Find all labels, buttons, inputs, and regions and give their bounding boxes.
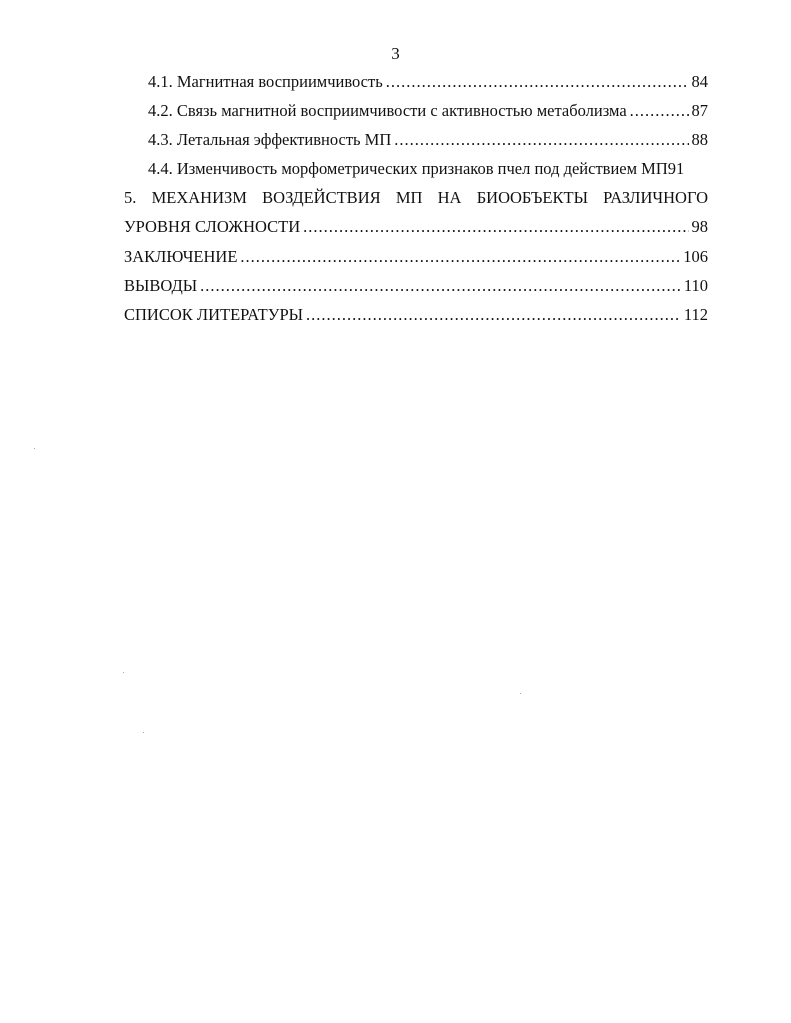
- scan-speck: [123, 672, 124, 673]
- toc-entry-page: 87: [691, 101, 708, 120]
- toc-entry-chapter-5: [124, 217, 708, 237]
- toc-entry-page: 98: [691, 217, 708, 236]
- toc-entry-4-4: 4.4. Изменчивость морфометрических признаков пчел под действием МП91: [148, 159, 685, 178]
- dot-leader: [386, 72, 689, 92]
- toc-entry-page: 106: [683, 247, 708, 266]
- toc-entry-label: СПИСОК ЛИТЕРАТУРЫ: [124, 305, 304, 324]
- toc-entry-4-1: [148, 72, 708, 92]
- toc-entry-page: 112: [683, 305, 708, 324]
- scan-speck: [520, 693, 521, 694]
- dot-leader: [200, 276, 681, 296]
- scan-speck: [143, 732, 144, 733]
- toc-entry-page: 88: [691, 130, 708, 149]
- toc-entry-label: 4.1. Магнитная восприимчивость: [148, 72, 383, 91]
- toc-entry-page: 110: [683, 276, 708, 295]
- toc-entry-references: [124, 305, 708, 325]
- page-number: 3: [391, 44, 400, 63]
- toc-entry-4-3: [148, 130, 708, 150]
- dot-leader: [240, 247, 680, 267]
- toc-entry-label: ЗАКЛЮЧЕНИЕ: [124, 247, 238, 266]
- dot-leader: [306, 305, 681, 325]
- toc-entry-label: УРОВНЯ СЛОЖНОСТИ: [124, 217, 301, 236]
- scan-speck: [34, 448, 35, 449]
- toc-entry-chapter-5-line1: 5. МЕХАНИЗМ ВОЗДЕЙСТВИЯ МП НА БИООБЪЕКТЫ РАЗЛИЧНОГО: [124, 188, 708, 207]
- dot-leader: [630, 101, 689, 121]
- toc-entry-conclusion: [124, 247, 708, 267]
- toc-entry-4-2: [148, 101, 708, 121]
- dot-leader: [394, 130, 688, 150]
- dot-leader: [303, 217, 688, 237]
- toc-entry-label: ВЫВОДЫ: [124, 276, 198, 295]
- toc-entry-label: 4.2. Связь магнитной восприимчивости с активностью метаболизма: [148, 101, 627, 120]
- toc-entry-page: 84: [691, 72, 708, 91]
- toc-entry-findings: [124, 276, 708, 296]
- toc-entry-label: 4.3. Летальная эффективность МП: [148, 130, 392, 149]
